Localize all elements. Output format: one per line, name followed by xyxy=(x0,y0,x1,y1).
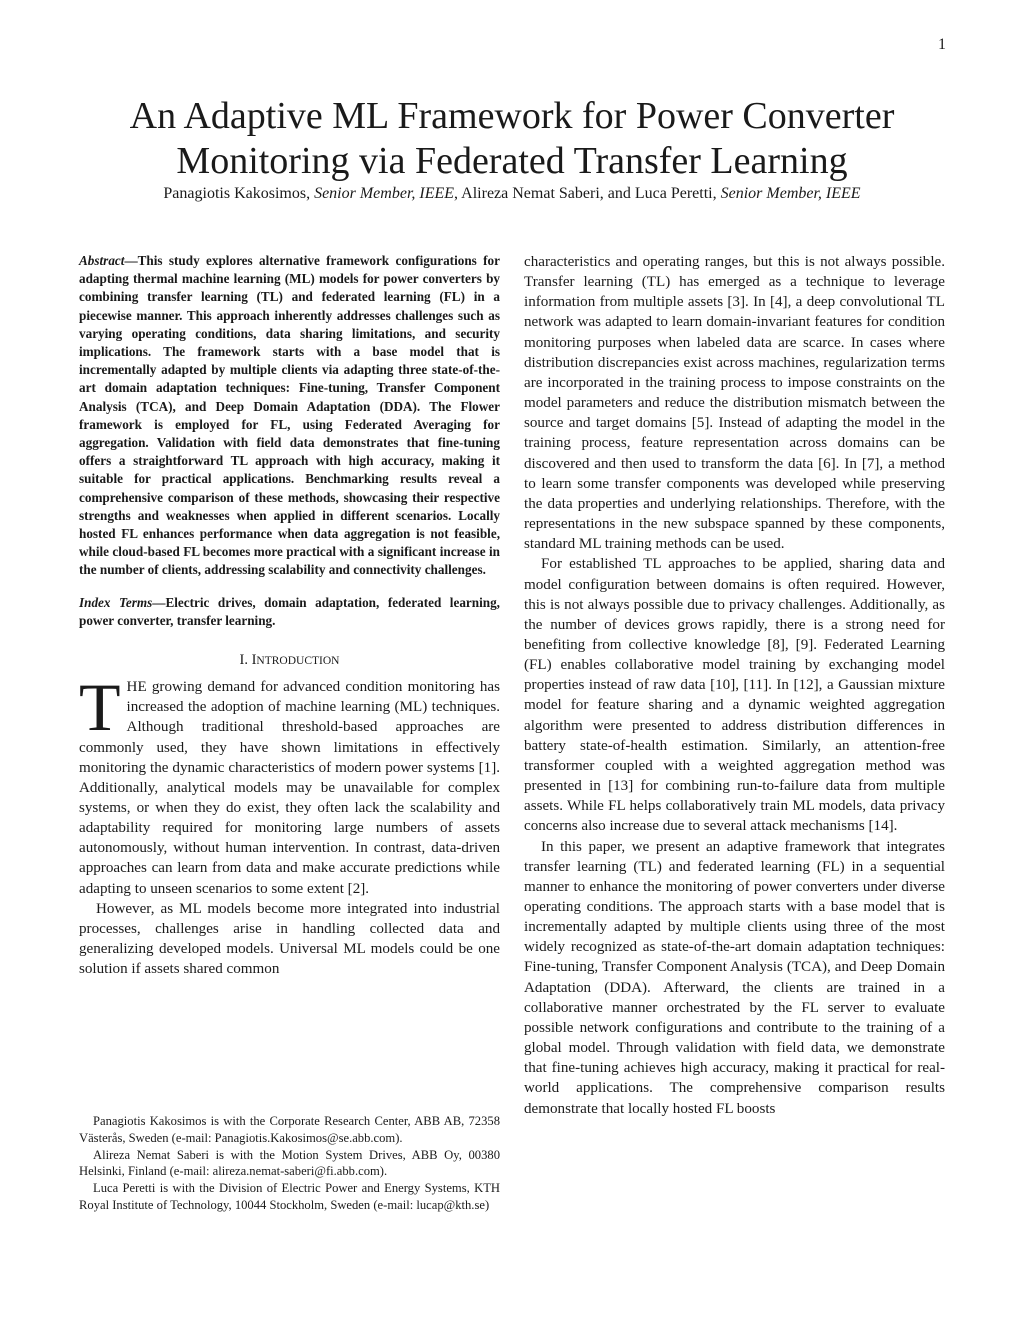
section-title-smallcaps: NTRODUCTION xyxy=(256,655,340,668)
right-paragraph-1: characteristics and operating ranges, but this is not always possible. Transfer learning (TL) has emerged as a technique to leverage information from multiple assets [3]. In [4], a deep convolutional TL network was adapted to learn domain-invariant features for condition monitoring purposes when labeled data are scarce. In cases where distribution discrepancies exist across machines, regularization terms are incorporated in the training process to impose constraints on the model parameters and reduce the distribution mismatch between the source and target domains [5]. Instead of adapting the model in the training process, feature representation across domains can be discovered and then used to transform the data [6]. In [7], a method to learn some transfer components was developed while preserving the data properties and underlying relationships. Therefore, with the representations in the new subspace spanned by these components, standard ML training methods can be used. xyxy=(524,254,945,553)
intro-paragraph-1 xyxy=(79,669,500,899)
abstract-text: This study explores alternative framework configurations for adapting thermal machine learning (ML) models for power converters by combining transfer learning (TL) and federated learning (FL) in a piecewise manner. This approach inherently addresses challenges such as varying operating conditions, data sharing limitations, and security implications. The framework starts with a base model that is incrementally adapted by multiple clients via adapting three state-of-the-art domain adaptation techniques: Fine-tuning, Transfer Component Analysis (TCA), and Deep Domain Adaptation (DDA). The Flower framework is employed for FL, using Federated Averaging for aggregation. Validation with field data demonstrates that fine-tuning offers a straightforward TL approach with high accuracy, making it suitable for practical applications. Benchmarking results reveal a comprehensive comparison of these methods, showcasing their respective strengths and weaknesses when applied in different scenarios. Locally hosted FL enhances performance when data aggregation is not feasible, while cloud-based FL becomes more practical with a significant increase in the number of clients, addressing scalability and connectivity challenges. xyxy=(79,253,500,578)
index-terms-dash: — xyxy=(152,594,166,610)
author-list xyxy=(0,185,1024,203)
intro-paragraph-2: However, as ML models become more integrated into industrial processes, challenges arise in handling collected data and generalizing developed models. Universal ML models could be one solution if assets shared common xyxy=(79,900,500,978)
author-1-role: Senior Member, IEEE xyxy=(314,185,455,202)
abstract xyxy=(79,252,500,580)
author-3-role: Senior Member, IEEE xyxy=(720,185,861,202)
intro-p1-text: growing demand for advanced condition monitoring has increased the adoption of machine learning (ML) techniques. Although traditional threshold-based approaches are commonly used, they have shown limitations in effectively monitoring the dynamic characteristics of modern power systems [1]. Additionally, analytical models may be unavailable for complex systems, or when they do exist, they often lack the scalability and adaptability required for monitoring large numbers of assets autonomously, without human intervention. In contrast, data-driven approaches can learn from data and make accurate predictions while adapting to unseen scenarios to some extent [2]. xyxy=(79,679,500,897)
footnote-2: Alireza Nemat Saberi is with the Motion System Drives, ABB Oy, 00380 Helsinki, Finland (e-mail: alireza.nemat-saberi@fi.abb.com). xyxy=(79,1147,500,1179)
author-1: Panagiotis Kakosimos, xyxy=(163,185,315,202)
page-number: 1 xyxy=(938,36,946,53)
right-column xyxy=(524,252,945,1119)
footnote-1: Panagiotis Kakosimos is with the Corporate Research Center, ABB AB, 72358 Västerås, Sweden (e-mail: Panagiotis.Kakosimos@se.abb.com). xyxy=(79,1114,500,1145)
footnote-3: Luca Peretti is with the Division of Electric Power and Energy Systems, KTH Royal Institute of Technology, 10044 Stockholm, Sweden (e-mail: lucap@kth.se) xyxy=(79,1181,500,1212)
index-terms xyxy=(79,594,500,630)
section-numeral: I. I xyxy=(239,652,257,669)
intro-p1-cap: HE xyxy=(126,679,147,696)
index-terms-label: Index Terms xyxy=(79,594,153,610)
abstract-label: Abstract xyxy=(79,253,125,268)
title-line-1: An Adaptive ML Framework for Power Converter xyxy=(129,95,895,137)
authors-2-3: , Alireza Nemat Saberi, and Luca Peretti, xyxy=(454,185,721,202)
paper-title xyxy=(0,94,1024,184)
drop-cap: T xyxy=(79,669,121,746)
right-paragraph-3: In this paper, we present an adaptive framework that integrates transfer learning (TL) and federated learning (FL) in a sequential manner to enhance the monitoring of power converters under diverse operating conditions. The approach starts with a base model that is incrementally adapted by multiple clients using three of the most widely recognized as state-of-the-art domain adaptation techniques: Fine-tuning, Transfer Component Analysis (TCA), and Deep Domain Adaptation (DDA). Afterward, the clients are trained in a collaborative manner orchestrated by the FL server to evaluate possible network configurations and contribute to the training of a global model. Through validation with field data, we demonstrate that fine-tuning achieves high accuracy, making it practical for real-world applications. The comprehensive comparison results demonstrate that locally hosted FL boosts xyxy=(524,838,945,1117)
title-line-2: Monitoring via Federated Transfer Learning xyxy=(176,140,848,182)
right-paragraph-2: For established TL approaches to be applied, sharing data and model configuration between domains is often required. However, this is not always possible due to privacy challenges. Additionally, as the number of devices grows rapidly, there is a strong need for benefiting from collective knowledge [8], [9]. Federated Learning (FL) enables collaborative model training by exchanging model properties instead of raw data [10], [11]. In [12], a Gaussian mixture model for feature sharing and a dynamic weighted aggregation algorithm were presented to address distribution differences in battery state-of-health estimation. Similarly, an attention-free transformer coupled with a weighted aggregation method was presented in [13] for combining run-to-failure data from multiple assets. While FL helps collaboratively train ML models, data privacy concerns also increase due to several attack mechanisms [14]. xyxy=(524,556,945,835)
left-column xyxy=(79,252,500,979)
index-terms-text: Electric drives, domain adaptation, federated learning, power converter, transfer learning. xyxy=(79,594,500,628)
abstract-dash: — xyxy=(124,253,138,268)
section-heading-introduction xyxy=(79,650,500,671)
author-footnotes xyxy=(79,1113,500,1214)
